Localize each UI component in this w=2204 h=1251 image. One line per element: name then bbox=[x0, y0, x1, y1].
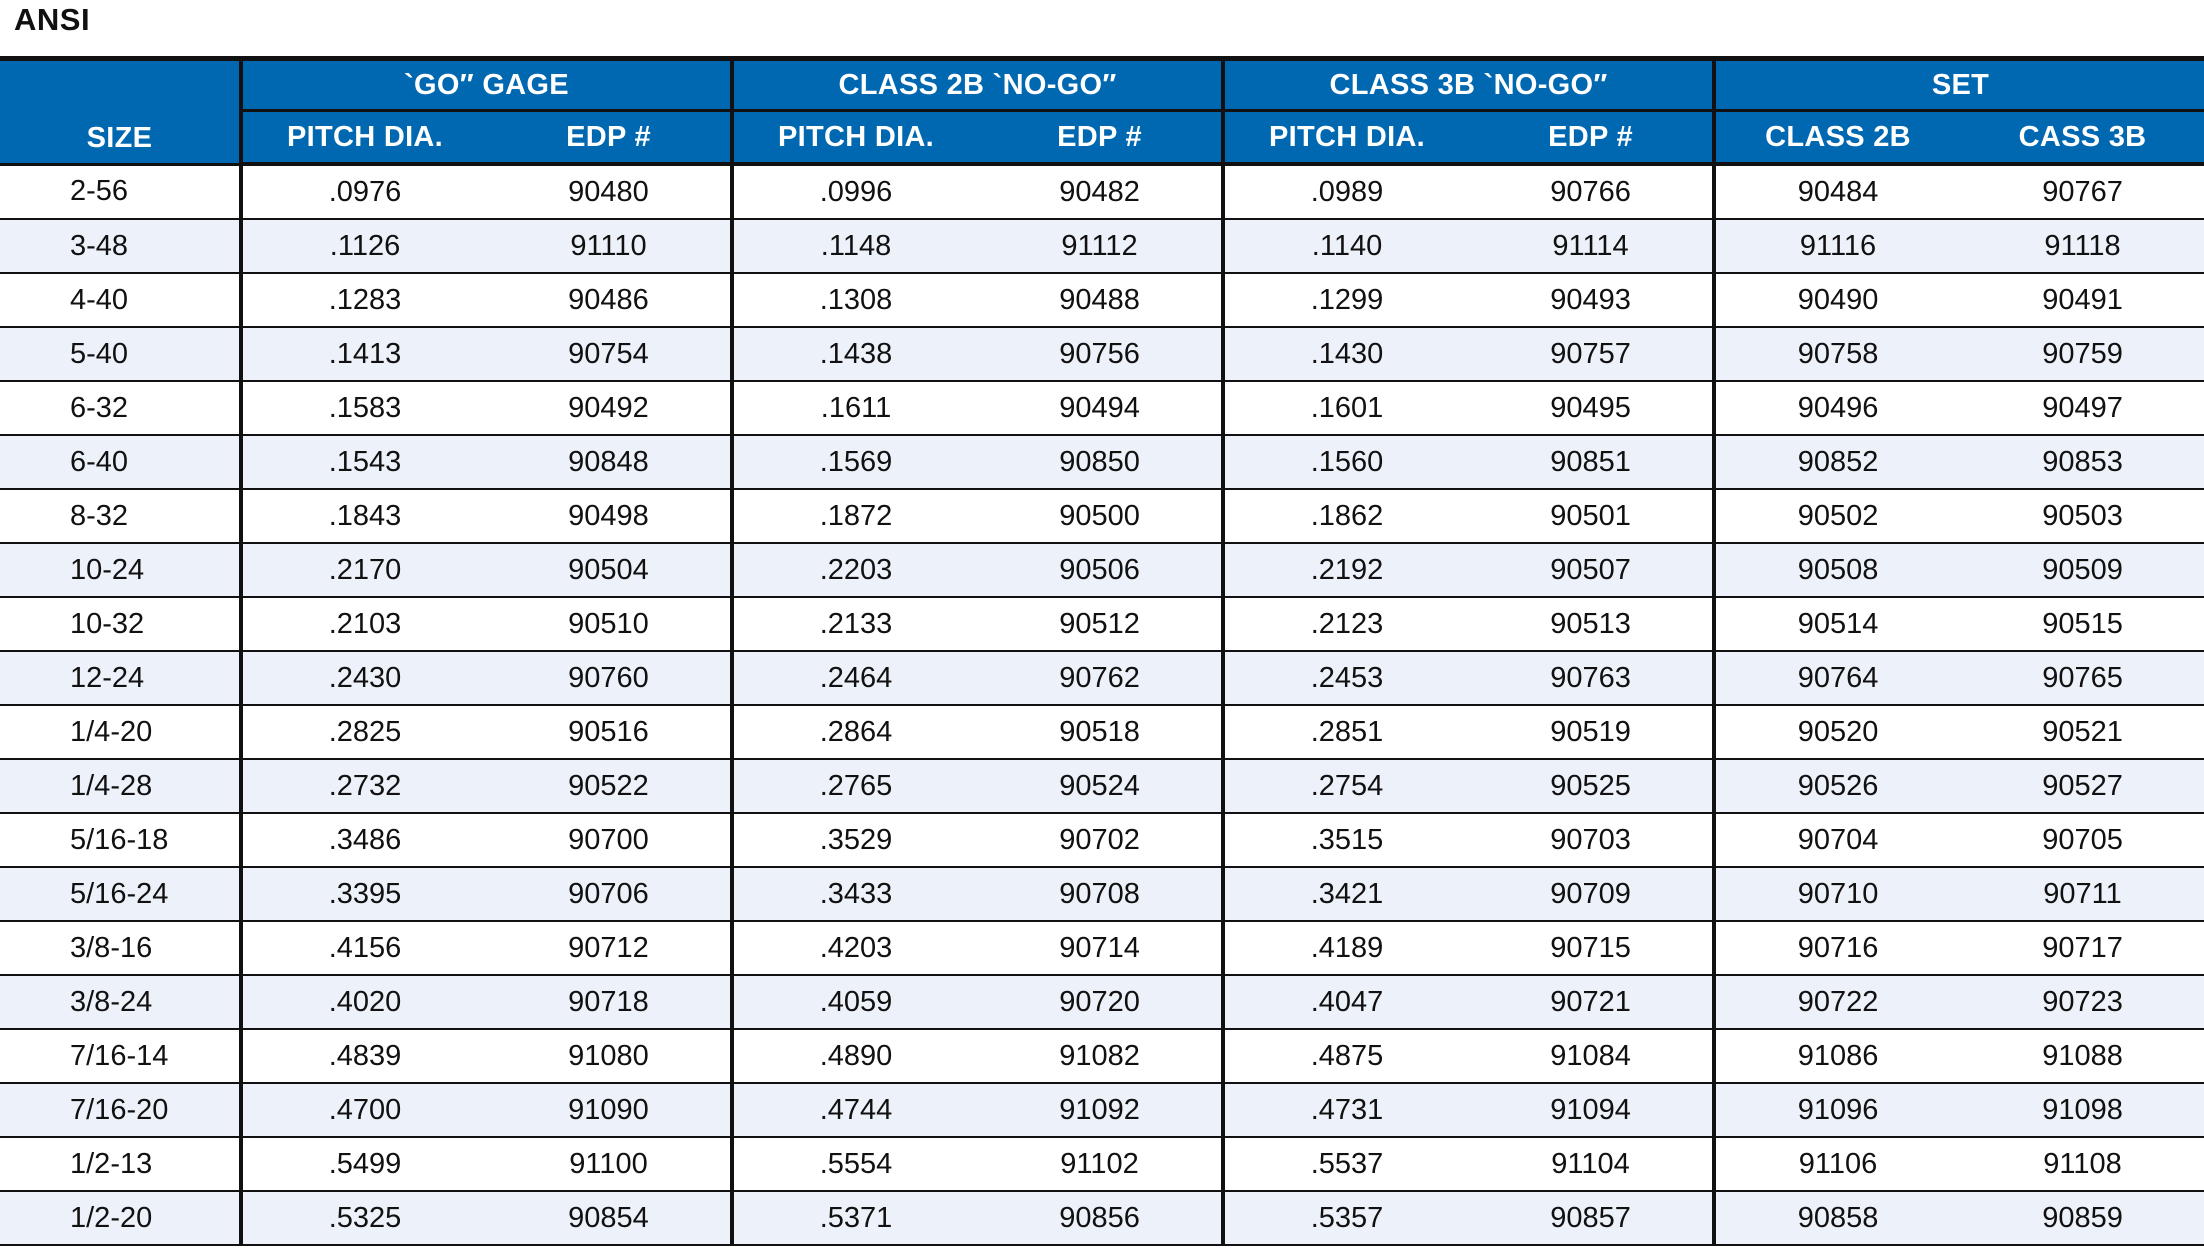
cell-set-class-2b: 90526 bbox=[1714, 759, 1960, 813]
cell-set-class-2b: 90722 bbox=[1714, 975, 1960, 1029]
cell-set-class-3b: 90521 bbox=[1960, 705, 2204, 759]
cell-2b-edp: 90512 bbox=[978, 597, 1223, 651]
cell-go-edp: 90504 bbox=[487, 543, 732, 597]
cell-3b-edp: 91094 bbox=[1469, 1083, 1714, 1137]
cell-3b-pitch-dia: .1430 bbox=[1223, 327, 1469, 381]
column-group-class-2b-no-go: CLASS 2B `NO-GO″ bbox=[732, 59, 1223, 111]
cell-go-edp: 90486 bbox=[487, 273, 732, 327]
table-row bbox=[0, 1083, 2204, 1137]
cell-go-edp: 90712 bbox=[487, 921, 732, 975]
cell-2b-pitch-dia: .0996 bbox=[732, 164, 978, 219]
table-row bbox=[0, 435, 2204, 489]
cell-3b-pitch-dia: .2453 bbox=[1223, 651, 1469, 705]
cell-3b-pitch-dia: .2851 bbox=[1223, 705, 1469, 759]
column-header-set-class-2b: CLASS 2B bbox=[1714, 111, 1960, 165]
cell-go-pitch-dia: .1543 bbox=[241, 435, 487, 489]
cell-go-edp: 91100 bbox=[487, 1137, 732, 1191]
cell-set-class-2b: 90484 bbox=[1714, 164, 1960, 219]
cell-go-pitch-dia: .4020 bbox=[241, 975, 487, 1029]
cell-3b-edp: 90519 bbox=[1469, 705, 1714, 759]
cell-2b-pitch-dia: .4059 bbox=[732, 975, 978, 1029]
cell-2b-pitch-dia: .2133 bbox=[732, 597, 978, 651]
table-row bbox=[0, 1137, 2204, 1191]
cell-go-edp: 91090 bbox=[487, 1083, 732, 1137]
cell-2b-pitch-dia: .5554 bbox=[732, 1137, 978, 1191]
cell-3b-edp: 91114 bbox=[1469, 219, 1714, 273]
cell-go-pitch-dia: .1283 bbox=[241, 273, 487, 327]
cell-3b-pitch-dia: .4047 bbox=[1223, 975, 1469, 1029]
cell-2b-pitch-dia: .4890 bbox=[732, 1029, 978, 1083]
cell-2b-edp: 91102 bbox=[978, 1137, 1223, 1191]
cell-go-edp: 90706 bbox=[487, 867, 732, 921]
cell-2b-edp: 90524 bbox=[978, 759, 1223, 813]
cell-3b-pitch-dia: .5537 bbox=[1223, 1137, 1469, 1191]
cell-size: 7/16-14 bbox=[0, 1029, 241, 1083]
column-header-size: SIZE bbox=[0, 59, 241, 165]
cell-3b-pitch-dia: .3421 bbox=[1223, 867, 1469, 921]
cell-set-class-3b: 91098 bbox=[1960, 1083, 2204, 1137]
cell-2b-edp: 90482 bbox=[978, 164, 1223, 219]
cell-go-pitch-dia: .2170 bbox=[241, 543, 487, 597]
table-row bbox=[0, 489, 2204, 543]
column-header-2b-edp: EDP # bbox=[978, 111, 1223, 165]
cell-2b-pitch-dia: .1148 bbox=[732, 219, 978, 273]
cell-3b-edp: 90525 bbox=[1469, 759, 1714, 813]
cell-go-pitch-dia: .2825 bbox=[241, 705, 487, 759]
cell-set-class-3b: 91108 bbox=[1960, 1137, 2204, 1191]
cell-size: 12-24 bbox=[0, 651, 241, 705]
cell-go-edp: 90848 bbox=[487, 435, 732, 489]
cell-set-class-3b: 90503 bbox=[1960, 489, 2204, 543]
cell-3b-edp: 91104 bbox=[1469, 1137, 1714, 1191]
cell-set-class-2b: 90502 bbox=[1714, 489, 1960, 543]
cell-3b-pitch-dia: .2192 bbox=[1223, 543, 1469, 597]
table-row bbox=[0, 273, 2204, 327]
table-row bbox=[0, 381, 2204, 435]
cell-size: 1/2-20 bbox=[0, 1191, 241, 1245]
cell-3b-edp: 90757 bbox=[1469, 327, 1714, 381]
cell-set-class-3b: 90509 bbox=[1960, 543, 2204, 597]
cell-2b-edp: 90756 bbox=[978, 327, 1223, 381]
cell-2b-edp: 90762 bbox=[978, 651, 1223, 705]
column-header-2b-pitch-dia: PITCH DIA. bbox=[732, 111, 978, 165]
cell-size: 5/16-24 bbox=[0, 867, 241, 921]
cell-go-edp: 90480 bbox=[487, 164, 732, 219]
cell-3b-edp: 90501 bbox=[1469, 489, 1714, 543]
cell-2b-edp: 90506 bbox=[978, 543, 1223, 597]
cell-go-pitch-dia: .0976 bbox=[241, 164, 487, 219]
cell-go-pitch-dia: .2732 bbox=[241, 759, 487, 813]
cell-2b-pitch-dia: .3529 bbox=[732, 813, 978, 867]
column-header-3b-pitch-dia: PITCH DIA. bbox=[1223, 111, 1469, 165]
cell-set-class-3b: 90723 bbox=[1960, 975, 2204, 1029]
cell-set-class-2b: 90852 bbox=[1714, 435, 1960, 489]
cell-size: 2-56 bbox=[0, 164, 241, 219]
cell-go-edp: 90754 bbox=[487, 327, 732, 381]
cell-size: 7/16-20 bbox=[0, 1083, 241, 1137]
cell-3b-edp: 90495 bbox=[1469, 381, 1714, 435]
cell-3b-pitch-dia: .2754 bbox=[1223, 759, 1469, 813]
cell-3b-edp: 90493 bbox=[1469, 273, 1714, 327]
cell-set-class-3b: 90527 bbox=[1960, 759, 2204, 813]
cell-2b-edp: 91082 bbox=[978, 1029, 1223, 1083]
cell-3b-edp: 90851 bbox=[1469, 435, 1714, 489]
cell-3b-edp: 90513 bbox=[1469, 597, 1714, 651]
table-row bbox=[0, 597, 2204, 651]
cell-3b-edp: 90715 bbox=[1469, 921, 1714, 975]
cell-set-class-2b: 90514 bbox=[1714, 597, 1960, 651]
cell-set-class-3b: 90759 bbox=[1960, 327, 2204, 381]
cell-go-pitch-dia: .1583 bbox=[241, 381, 487, 435]
cell-set-class-3b: 90859 bbox=[1960, 1191, 2204, 1245]
column-header-go-pitch-dia: PITCH DIA. bbox=[241, 111, 487, 165]
table-row bbox=[0, 543, 2204, 597]
cell-2b-pitch-dia: .1872 bbox=[732, 489, 978, 543]
cell-set-class-3b: 90767 bbox=[1960, 164, 2204, 219]
cell-3b-pitch-dia: .1862 bbox=[1223, 489, 1469, 543]
table-row bbox=[0, 813, 2204, 867]
cell-2b-pitch-dia: .2464 bbox=[732, 651, 978, 705]
header-sub-row bbox=[0, 111, 2204, 165]
cell-size: 1/4-20 bbox=[0, 705, 241, 759]
cell-set-class-2b: 90496 bbox=[1714, 381, 1960, 435]
cell-2b-edp: 90714 bbox=[978, 921, 1223, 975]
cell-set-class-2b: 91086 bbox=[1714, 1029, 1960, 1083]
cell-set-class-3b: 90491 bbox=[1960, 273, 2204, 327]
cell-go-pitch-dia: .3395 bbox=[241, 867, 487, 921]
cell-2b-edp: 90702 bbox=[978, 813, 1223, 867]
cell-3b-edp: 90507 bbox=[1469, 543, 1714, 597]
cell-go-pitch-dia: .1413 bbox=[241, 327, 487, 381]
column-group-set: SET bbox=[1714, 59, 2204, 111]
table-body bbox=[0, 164, 2204, 1245]
cell-2b-edp: 91092 bbox=[978, 1083, 1223, 1137]
cell-set-class-2b: 91106 bbox=[1714, 1137, 1960, 1191]
header-group-row bbox=[0, 59, 2204, 111]
table-row bbox=[0, 975, 2204, 1029]
cell-set-class-3b: 90853 bbox=[1960, 435, 2204, 489]
cell-3b-pitch-dia: .1601 bbox=[1223, 381, 1469, 435]
column-group-go-gage: `GO″ GAGE bbox=[241, 59, 732, 111]
table-row bbox=[0, 867, 2204, 921]
cell-size: 10-32 bbox=[0, 597, 241, 651]
cell-set-class-2b: 90858 bbox=[1714, 1191, 1960, 1245]
cell-set-class-2b: 90704 bbox=[1714, 813, 1960, 867]
table-row bbox=[0, 705, 2204, 759]
table-row bbox=[0, 759, 2204, 813]
cell-2b-edp: 90856 bbox=[978, 1191, 1223, 1245]
cell-set-class-2b: 90710 bbox=[1714, 867, 1960, 921]
cell-3b-pitch-dia: .2123 bbox=[1223, 597, 1469, 651]
cell-3b-pitch-dia: .4731 bbox=[1223, 1083, 1469, 1137]
cell-go-edp: 90510 bbox=[487, 597, 732, 651]
thread-gage-table bbox=[0, 56, 2204, 1246]
cell-go-pitch-dia: .2430 bbox=[241, 651, 487, 705]
cell-set-class-3b: 90705 bbox=[1960, 813, 2204, 867]
cell-size: 4-40 bbox=[0, 273, 241, 327]
cell-go-edp: 90700 bbox=[487, 813, 732, 867]
cell-3b-edp: 90709 bbox=[1469, 867, 1714, 921]
cell-set-class-2b: 90764 bbox=[1714, 651, 1960, 705]
cell-size: 6-40 bbox=[0, 435, 241, 489]
cell-size: 5-40 bbox=[0, 327, 241, 381]
cell-go-edp: 90718 bbox=[487, 975, 732, 1029]
cell-go-pitch-dia: .1126 bbox=[241, 219, 487, 273]
cell-go-pitch-dia: .5325 bbox=[241, 1191, 487, 1245]
cell-set-class-3b: 90717 bbox=[1960, 921, 2204, 975]
cell-go-edp: 90498 bbox=[487, 489, 732, 543]
table-row bbox=[0, 1029, 2204, 1083]
cell-3b-pitch-dia: .1299 bbox=[1223, 273, 1469, 327]
cell-2b-edp: 90850 bbox=[978, 435, 1223, 489]
cell-3b-edp: 90763 bbox=[1469, 651, 1714, 705]
cell-2b-pitch-dia: .5371 bbox=[732, 1191, 978, 1245]
cell-go-edp: 91110 bbox=[487, 219, 732, 273]
cell-set-class-2b: 90508 bbox=[1714, 543, 1960, 597]
cell-go-pitch-dia: .4839 bbox=[241, 1029, 487, 1083]
cell-2b-pitch-dia: .4744 bbox=[732, 1083, 978, 1137]
cell-size: 6-32 bbox=[0, 381, 241, 435]
cell-3b-pitch-dia: .4875 bbox=[1223, 1029, 1469, 1083]
cell-3b-pitch-dia: .1140 bbox=[1223, 219, 1469, 273]
cell-size: 1/2-13 bbox=[0, 1137, 241, 1191]
cell-go-pitch-dia: .3486 bbox=[241, 813, 487, 867]
cell-go-pitch-dia: .4156 bbox=[241, 921, 487, 975]
cell-2b-pitch-dia: .1308 bbox=[732, 273, 978, 327]
cell-3b-edp: 90703 bbox=[1469, 813, 1714, 867]
cell-2b-pitch-dia: .1569 bbox=[732, 435, 978, 489]
cell-3b-edp: 91084 bbox=[1469, 1029, 1714, 1083]
cell-3b-edp: 90766 bbox=[1469, 164, 1714, 219]
table-row bbox=[0, 327, 2204, 381]
cell-3b-edp: 90857 bbox=[1469, 1191, 1714, 1245]
cell-2b-pitch-dia: .1611 bbox=[732, 381, 978, 435]
cell-2b-pitch-dia: .4203 bbox=[732, 921, 978, 975]
cell-set-class-3b: 91088 bbox=[1960, 1029, 2204, 1083]
cell-size: 3/8-24 bbox=[0, 975, 241, 1029]
cell-2b-edp: 90720 bbox=[978, 975, 1223, 1029]
cell-2b-edp: 90488 bbox=[978, 273, 1223, 327]
cell-2b-pitch-dia: .2864 bbox=[732, 705, 978, 759]
cell-go-edp: 90854 bbox=[487, 1191, 732, 1245]
cell-3b-pitch-dia: .5357 bbox=[1223, 1191, 1469, 1245]
cell-go-edp: 90516 bbox=[487, 705, 732, 759]
cell-set-class-2b: 91116 bbox=[1714, 219, 1960, 273]
table-row bbox=[0, 651, 2204, 705]
cell-go-edp: 90522 bbox=[487, 759, 732, 813]
cell-2b-edp: 91112 bbox=[978, 219, 1223, 273]
table-header bbox=[0, 59, 2204, 165]
cell-size: 3-48 bbox=[0, 219, 241, 273]
cell-size: 10-24 bbox=[0, 543, 241, 597]
cell-size: 1/4-28 bbox=[0, 759, 241, 813]
cell-2b-edp: 90708 bbox=[978, 867, 1223, 921]
cell-set-class-2b: 90520 bbox=[1714, 705, 1960, 759]
table-row bbox=[0, 164, 2204, 219]
cell-set-class-3b: 90711 bbox=[1960, 867, 2204, 921]
cell-2b-pitch-dia: .3433 bbox=[732, 867, 978, 921]
cell-2b-edp: 90494 bbox=[978, 381, 1223, 435]
cell-go-pitch-dia: .5499 bbox=[241, 1137, 487, 1191]
column-header-set-class-3b: CASS 3B bbox=[1960, 111, 2204, 165]
page-title: ANSI bbox=[14, 2, 91, 37]
cell-set-class-2b: 90716 bbox=[1714, 921, 1960, 975]
cell-set-class-3b: 90765 bbox=[1960, 651, 2204, 705]
cell-set-class-2b: 90490 bbox=[1714, 273, 1960, 327]
cell-2b-pitch-dia: .1438 bbox=[732, 327, 978, 381]
cell-2b-pitch-dia: .2765 bbox=[732, 759, 978, 813]
cell-set-class-3b: 90497 bbox=[1960, 381, 2204, 435]
cell-2b-edp: 90500 bbox=[978, 489, 1223, 543]
cell-set-class-2b: 91096 bbox=[1714, 1083, 1960, 1137]
cell-go-pitch-dia: .4700 bbox=[241, 1083, 487, 1137]
cell-set-class-3b: 90515 bbox=[1960, 597, 2204, 651]
cell-go-edp: 90760 bbox=[487, 651, 732, 705]
column-header-3b-edp: EDP # bbox=[1469, 111, 1714, 165]
cell-2b-pitch-dia: .2203 bbox=[732, 543, 978, 597]
cell-size: 8-32 bbox=[0, 489, 241, 543]
column-header-go-edp: EDP # bbox=[487, 111, 732, 165]
cell-set-class-2b: 90758 bbox=[1714, 327, 1960, 381]
cell-go-pitch-dia: .2103 bbox=[241, 597, 487, 651]
cell-3b-pitch-dia: .4189 bbox=[1223, 921, 1469, 975]
cell-go-edp: 91080 bbox=[487, 1029, 732, 1083]
cell-set-class-3b: 91118 bbox=[1960, 219, 2204, 273]
cell-go-pitch-dia: .1843 bbox=[241, 489, 487, 543]
cell-3b-pitch-dia: .1560 bbox=[1223, 435, 1469, 489]
table-row bbox=[0, 921, 2204, 975]
cell-size: 3/8-16 bbox=[0, 921, 241, 975]
cell-3b-pitch-dia: .0989 bbox=[1223, 164, 1469, 219]
cell-3b-pitch-dia: .3515 bbox=[1223, 813, 1469, 867]
cell-size: 5/16-18 bbox=[0, 813, 241, 867]
cell-go-edp: 90492 bbox=[487, 381, 732, 435]
table-row bbox=[0, 1191, 2204, 1245]
cell-3b-edp: 90721 bbox=[1469, 975, 1714, 1029]
column-group-class-3b-no-go: CLASS 3B `NO-GO″ bbox=[1223, 59, 1714, 111]
cell-2b-edp: 90518 bbox=[978, 705, 1223, 759]
table-row bbox=[0, 219, 2204, 273]
